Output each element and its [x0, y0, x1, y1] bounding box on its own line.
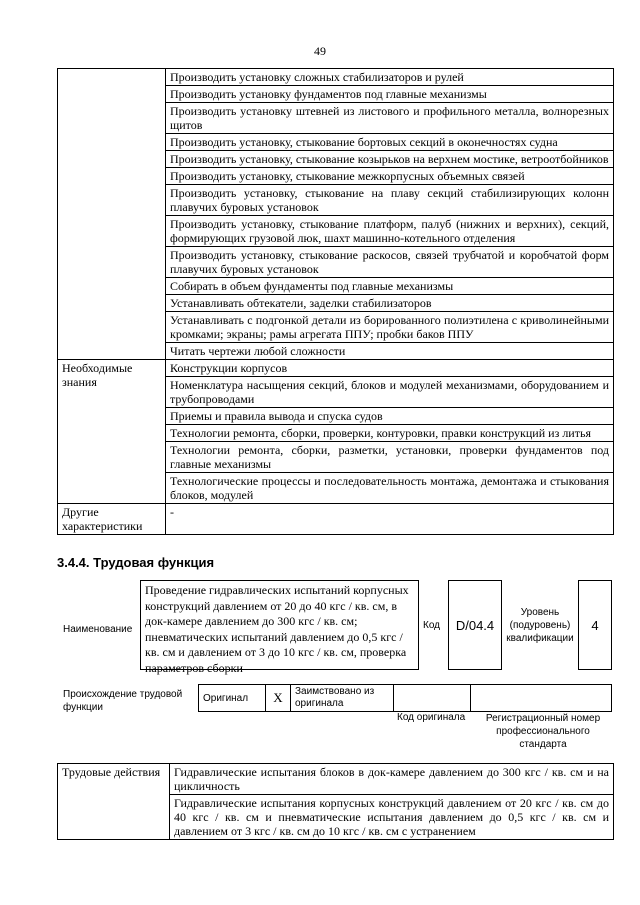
skill-item: Производить установку, стыкование на плаву секций стабилизирующих колонн плавучих буровых установок: [166, 185, 614, 216]
other-value: -: [166, 504, 614, 535]
action-item: Гидравлические испытания блоков в док-камере давлением до 300 кгс / кв. см и на цикличность: [170, 764, 614, 795]
page-number: 49: [314, 44, 326, 58]
skill-item: Производить установку, стыкование раскосов, связей трубчатой и коробчатой форм плавучих буровых установок: [166, 247, 614, 278]
code-original-cell: [394, 685, 471, 712]
skill-item: Собирать в объем фундаменты под главные механизмы: [166, 278, 614, 295]
section-title: 3.4.4. Трудовая функция: [57, 555, 215, 570]
actions-table: [57, 763, 614, 840]
level-value-box: 4: [578, 580, 612, 670]
original-mark: X: [266, 685, 291, 712]
table-row: [58, 69, 614, 86]
other-label: Другие характеристики: [58, 504, 166, 535]
origin-label: Происхождение трудовой функции: [63, 689, 183, 713]
skill-item: Производить установку, стыкование платформ, палуб (нижних и верхних), секций, формирующих грузовой люк, шахт машинно-котельного отделения: [166, 216, 614, 247]
reg-number-label: Регистрационный номер профессионального стандарта: [485, 713, 601, 750]
actions-label: Трудовые действия: [58, 764, 170, 840]
knowledge-item: Технологические процессы и последовательность монтажа, демонтажа и стыкования блоков, модулей: [166, 473, 614, 504]
skill-item: Производить установку, стыкование козырьков на верхнем мостике, ветроотбойников: [166, 151, 614, 168]
skill-item: Производить установку штевней из листового и профильного металла, волнорезных щитов: [166, 103, 614, 134]
origin-table: [198, 684, 612, 712]
skill-item: Устанавливать с подгонкой детали из борированного полиэтилена с криволинейными кромками; экраны; рамы агрегата ППУ; пробки баков ППУ: [166, 312, 614, 343]
skill-item: Производить установку, стыкование межкорпусных объемных связей: [166, 168, 614, 185]
code-value-box: D/04.4: [448, 580, 502, 670]
reg-number-cell: [471, 685, 612, 712]
skills-knowledge-table: [57, 68, 614, 535]
skill-item: Производить установку фундаментов под главные механизмы: [166, 86, 614, 103]
knowledge-label: Необходимые знания: [58, 360, 166, 504]
table-row: [58, 764, 614, 795]
table-row: [58, 360, 614, 377]
code-original-label: Код оригинала: [397, 712, 466, 723]
original-cell: Оригинал: [199, 685, 266, 712]
knowledge-item: Технологии ремонта, сборки, проверки, контуровки, правки конструкций из литья: [166, 425, 614, 442]
name-label: Наименование: [63, 624, 133, 635]
skill-item: Читать чертежи любой сложности: [166, 343, 614, 360]
knowledge-item: Технологии ремонта, сборки, разметки, установки, проверки фундаментов под главные механизмы: [166, 442, 614, 473]
knowledge-item: Конструкции корпусов: [166, 360, 614, 377]
skill-item: Производить установку сложных стабилизаторов и рулей: [166, 69, 614, 86]
table-row: [58, 504, 614, 535]
code-label: Код: [423, 620, 441, 631]
borrowed-cell: Заимствовано из оригинала: [291, 685, 394, 712]
table-row: [199, 685, 612, 712]
level-label: Уровень (подуровень) квалификации: [506, 607, 574, 644]
function-name-box: Проведение гидравлических испытаний корпусных конструкций давлением от 20 до 40 кгс / кв. см, в док-камере давлением до 300 кгс / кв. см; пневматических испытаний давлением до 0,5 кгс / кв. см и давлением от 3 до 10 кгс / кв. см, проверка параметров сборки: [140, 580, 419, 670]
page-bottom-margin: [0, 846, 640, 905]
skill-item: Устанавливать обтекатели, заделки стабилизаторов: [166, 295, 614, 312]
empty-label-cell: [58, 69, 166, 360]
knowledge-item: Приемы и правила вывода и спуска судов: [166, 408, 614, 425]
knowledge-item: Номенклатура насыщения секций, блоков и модулей механизмами, оборудованием и трубопроводами: [166, 377, 614, 408]
action-item: Гидравлические испытания корпусных конструкций давлением от 20 кгс / кв. см до 40 кгс / кв. см и пневматические испытания давлением до 0,5 кгс / кв. см и давлением от 3 кгс / кв. см до 10 кгс / кв. см с устранением: [170, 795, 614, 840]
skill-item: Производить установку, стыкование бортовых секций в оконечностях судна: [166, 134, 614, 151]
